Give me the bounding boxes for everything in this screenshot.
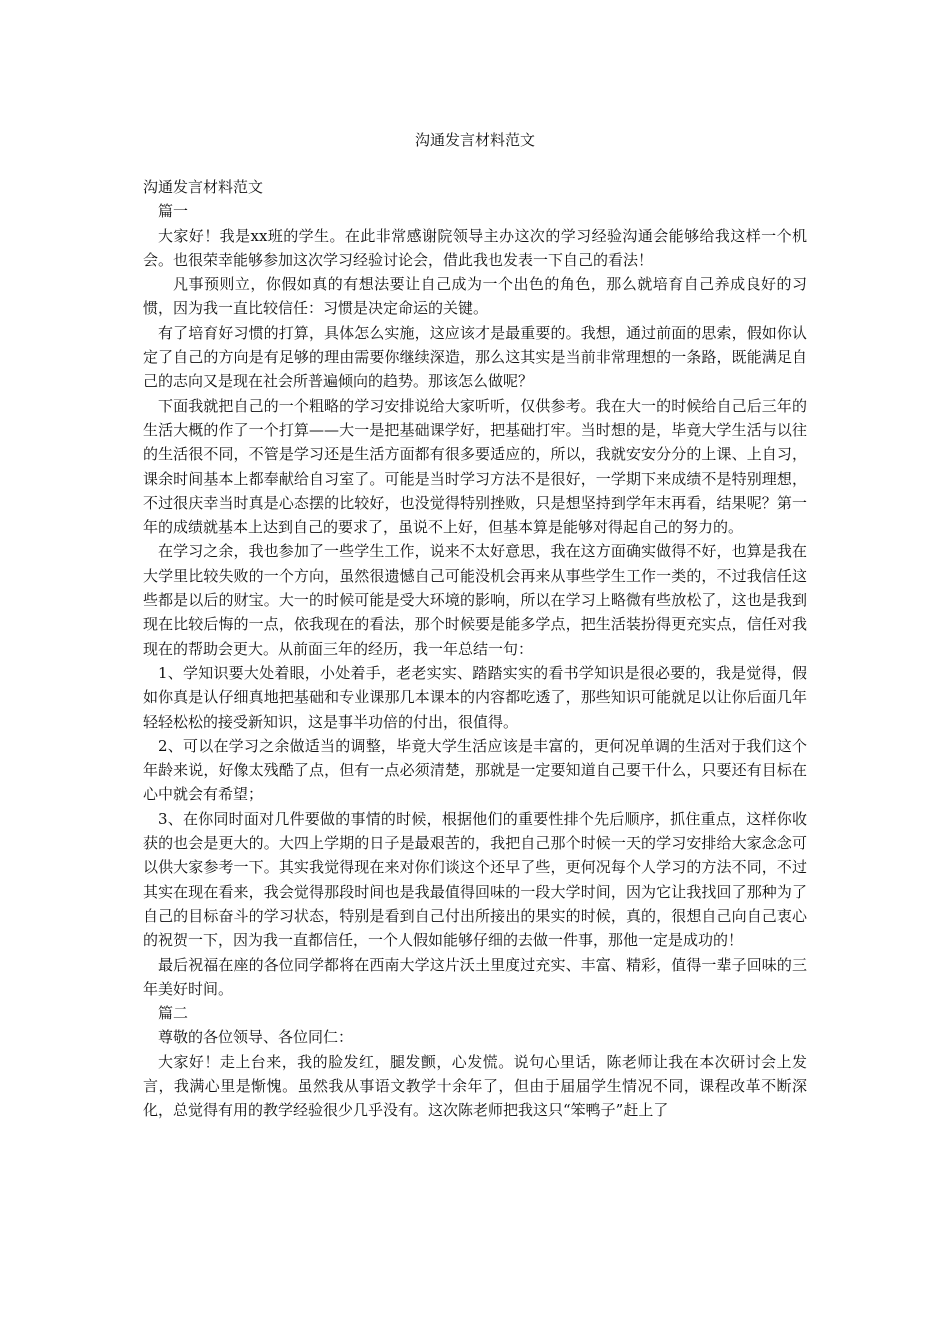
list-item: 3、在你同时面对几件要做的事情的时候，根据他们的重要性排个先后顺序，抓住重点，这样你收获的也会是更大的。大四上学期的日子是最艰苦的，我把自己那个时候一天的学习安排给大家念念可以供大家参考一下。其实我觉得现在来对你们谈这个还早了些，更何况每个人学习的方法不同，不过其实在现在看来，我会觉得那段时间也是我最值得回味的一段大学时间，因为它让我找回了那种为了自己的目标奋斗的学习状态，特别是看到自己付出所接出的果实的时候，真的，很想自己向自己衷心的祝贺一下，因为我一直都信任，一个人假如能够仔细的去做一件事，那他一定是成功的！	[143, 809, 807, 950]
list-item: 1、学知识要大处着眼，小处着手，老老实实、踏踏实实的看书学知识是很必要的，我是觉得，假如你真是认仔细真地把基础和专业课那几本课本的内容都吃透了，那些知识可能就足以让你后面几年轻轻松松的接受新知识，这是事半功倍的付出，很值得。	[143, 663, 807, 731]
paragraph: 大家好！走上台来，我的脸发红，腿发颤，心发慌。说句心里话，陈老师让我在本次研讨会上发言，我满心里是惭愧。虽然我从事语文教学十余年了，但由于届届学生情况不同，课程改革不断深化，总觉得有用的教学经验很少几乎没有。这次陈老师把我这只“笨鸭子”赶上了	[143, 1052, 807, 1120]
document-body	[143, 175, 807, 1123]
paragraph: 在学习之余，我也参加了一些学生工作，说来不太好意思，我在这方面确实做得不好，也算是我在大学里比较失败的一个方向，虽然很遗憾自己可能没机会再来从事些学生工作一类的，不过我信任这些都是以后的财宝。大一的时候可能是受大环境的影响，所以在学习上略微有些放松了，这也是我到现在比较后悔的一点，依我现在的看法，那个时候要是能多学点，把生活装扮得更充实点，信任对我现在的帮助会更大。从前面三年的经历，我一年总结一句：	[143, 542, 807, 658]
list-item: 2、可以在学习之余做适当的调整，毕竟大学生活应该是丰富的，更何况单调的生活对于我们这个年龄来说，好像太残酷了点，但有一点必须清楚，那就是一定要知道自己要干什么，只要还有目标在心中就会有希望；	[143, 736, 807, 804]
paragraph: 下面我就把自己的一个粗略的学习安排说给大家听听，仅供参考。我在大一的时候给自己后三年的生活大概的作了一个打算——大一是把基础课学好，把基础打牢。当时想的是，毕竟大学生活与以往的生活很不同，不管是学习还是生活方面都有很多要适应的，所以，我就安安分分的上课、上自习，课余时间基本上都奉献给自习室了。可能是当时学习方法不是很好，一学期下来成绩不是特别理想，不过很庆幸当时真是心态摆的比较好，也没觉得特别挫败，只是想坚持到学年末再看，结果呢？第一年的成绩就基本上达到自己的要求了，虽说不上好，但基本算是能够对得起自己的努力的。	[143, 396, 807, 537]
section-label: 篇一	[158, 202, 189, 221]
section-label: 篇二	[158, 1004, 189, 1023]
salutation: 尊敬的各位领导、各位同仁：	[158, 1028, 354, 1047]
paragraph: 凡事预则立，你假如真的有想法要让自己成为一个出色的角色，那么就培育自己养成良好的习惯，因为我一直比较信任：习惯是决定命运的关键。	[143, 275, 807, 318]
paragraph: 大家好！我是xx班的学生。在此非常感谢院领导主办这次的学习经验沟通会能够给我这样一个机会。也很荣幸能够参加这次学习经验讨论会，借此我也发表一下自己的看法！	[143, 226, 807, 269]
page-title: 沟通发言材料范文	[414, 131, 535, 149]
body-heading: 沟通发言材料范文	[143, 178, 264, 196]
paragraph: 有了培育好习惯的打算，具体怎么实施，这应该才是最重要的。我想，通过前面的思索，假如你认定了自己的方向是有足够的理由需要你继续深造，那么这其实是当前非常理想的一条路，既能满足自己的志向又是现在社会所普遍倾向的趋势。那该怎么做呢？	[143, 323, 807, 391]
paragraph: 最后祝福在座的各位同学都将在西南大学这片沃土里度过充实、丰富、精彩，值得一辈子回味的三年美好时间。	[143, 955, 807, 998]
